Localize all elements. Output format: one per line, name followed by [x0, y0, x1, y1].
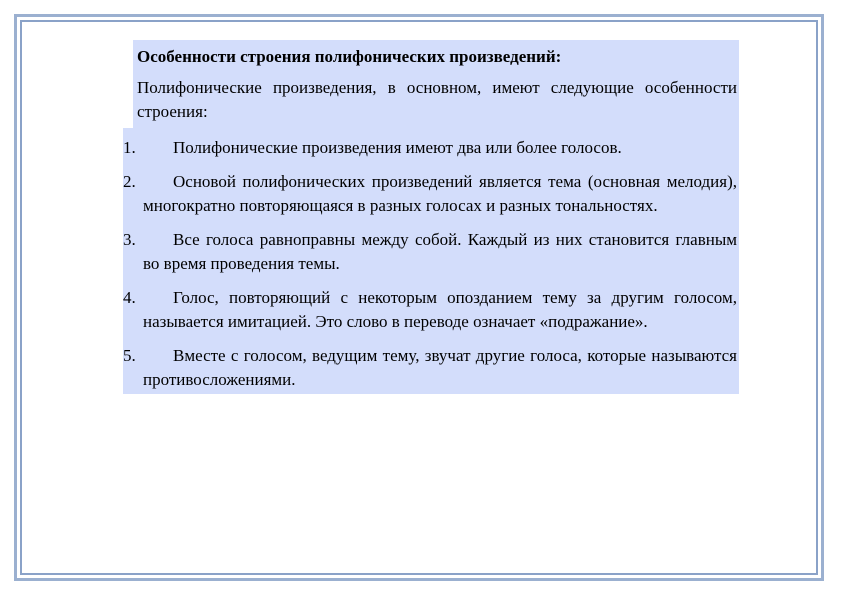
- slide-heading: Особенности строения полифонических произведений:: [137, 47, 562, 66]
- list-item: [123, 278, 739, 336]
- list-item-text: Полифонические произведения имеют два или более голосов.: [173, 138, 622, 157]
- features-list: [123, 128, 739, 394]
- intro-paragraph: Полифонические произведения, в основном, имеют следующие особенности строения:: [137, 78, 737, 121]
- header-block: [133, 40, 739, 128]
- list-item: [123, 128, 739, 162]
- list-item-number: 3.: [123, 230, 136, 249]
- list-item-text: Все голоса равноправны между собой. Каждый из них становится главным во время проведения темы.: [143, 230, 737, 273]
- list-item-number: 1.: [123, 138, 136, 157]
- list-item: [123, 220, 739, 278]
- list-item: [123, 162, 739, 220]
- list-item: [123, 336, 739, 394]
- list-item-number: 5.: [123, 346, 136, 365]
- list-item-text: Голос, повторяющий с некоторым опозданием тему за другим голосом, называется имитацией. Это слово в переводе означает «подражание».: [143, 288, 737, 331]
- list-item-number: 4.: [123, 288, 136, 307]
- slide-content: [123, 40, 739, 394]
- list-item-text: Вместе с голосом, ведущим тему, звучат другие голоса, которые называются противосложениями.: [143, 346, 737, 389]
- list-item-number: 2.: [123, 172, 136, 191]
- list-item-text: Основой полифонических произведений является тема (основная мелодия), многократно повторяющаяся в разных голосах и разных тональностях.: [143, 172, 737, 215]
